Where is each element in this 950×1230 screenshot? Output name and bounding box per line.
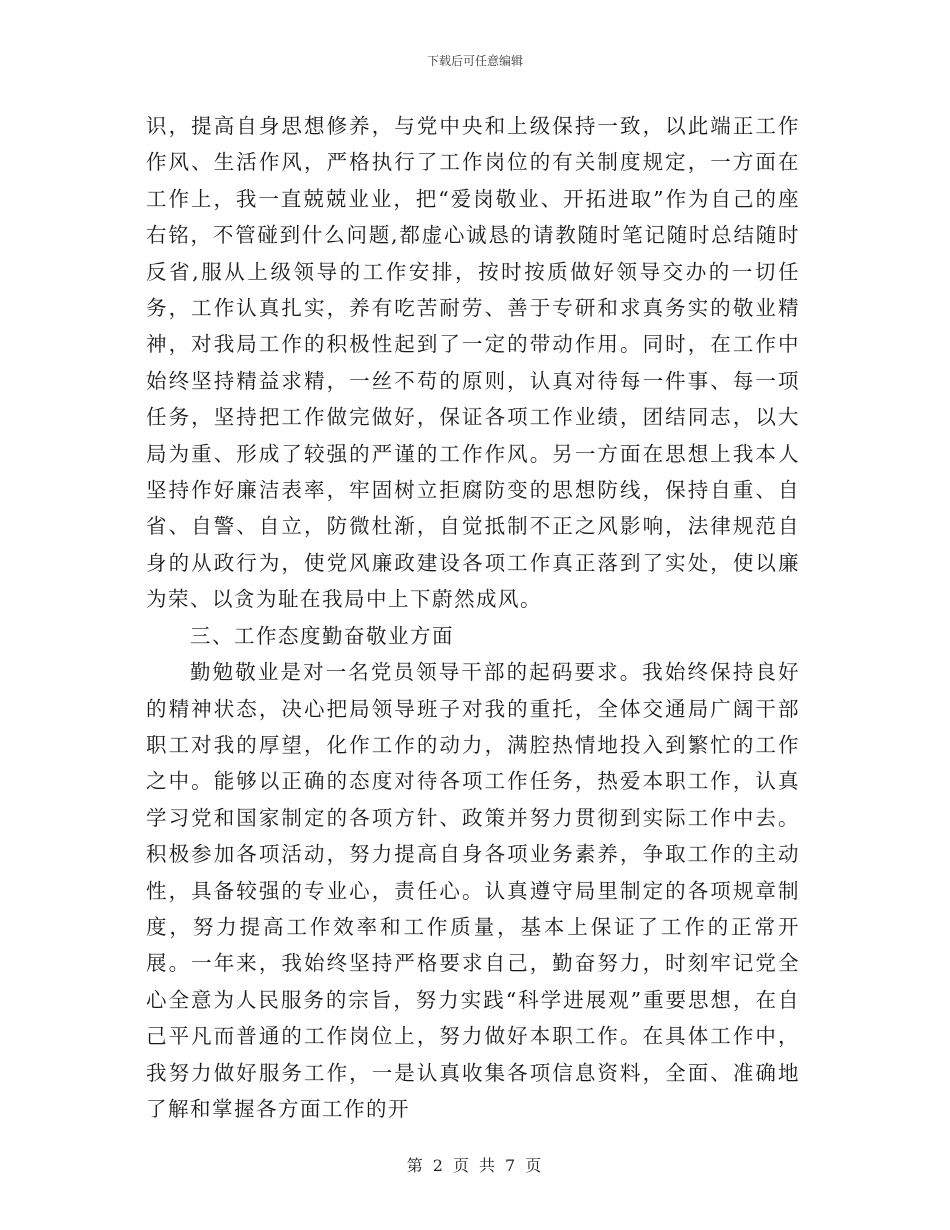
footer-gong: 共 [479,1156,498,1175]
footer-ye2: 页 [525,1156,544,1175]
total-page-count: 7 [505,1156,518,1175]
page-footer [0,1153,950,1176]
footer-ye: 页 [452,1156,471,1175]
footer-di: 第 [406,1156,425,1175]
current-page-number: 2 [432,1156,445,1175]
paragraph-continuation: 识，提高自身思想修养，与党中央和上级保持一致，以此端正工作作风、生活作风，严格执行了工作岗位的有关制度规定，一方面在工作上，我一直兢兢业业，把“爱岗敬业、开拓进取”作为自己的座右铭，不管碰到什么问题,都虚心诚恳的请教随时笔记随时总结随时反省,服从上级领导的工作安排，按时按质做好领导交办的一切任务，工作认真扎实，养有吃苦耐劳、善于专研和求真务实的敬业精神，对我局工作的积极性起到了一定的带动作用。同时，在工作中始终坚持精益求精，一丝不苟的原则，认真对待每一件事、每一项任务，坚持把工作做完做好，保证各项工作业绩，团结同志，以大局为重、形成了较强的严谨的工作作风。另一方面在思想上我本人坚持作好廉洁表率，牢固树立拒腐防变的思想防线，保持自重、自省、自警、自立，防微杜渐，自觉抵制不正之风影响，法律规范自身的从政行为，使党风廉政建设各项工作真正落到了实处，使以廉为荣、以贪为耻在我局中上下蔚然成风。 [146,114,800,612]
document-body [146,108,800,1127]
section-heading: 三、工作态度勤奋敬业方面 [190,623,454,648]
page-header: 下载后可任意编辑 [426,54,523,68]
paragraph: 勤勉敬业是对一名党员领导干部的起码要求。我始终保持良好的精神状态，决心把局领导班子对我的重托，全体交通局广阔干部职工对我的厚望，化作工作的动力，满腔热情地投入到繁忙的工作之中。能够以正确的态度对待各项工作任务，热爱本职工作，认真学习党和国家制定的各项方针、政策并努力贯彻到实际工作中去。积极参加各项活动，努力提高自身各项业务素养，争取工作的主动性，具备较强的专业心，责任心。认真遵守局里制定的各项规章制度，努力提高工作效率和工作质量，基本上保证了工作的正常开展。一年来，我始终坚持严格要求自己，勤奋努力，时刻牢记党全心全意为人民服务的宗旨，努力实践“科学进展观”重要思想，在自己平凡而普通的工作岗位上，努力做好本职工作。在具体工作中，我努力做好服务工作，一是认真收集各项信息资料，全面、准确地了解和掌握各方面工作的开 [146,660,800,1121]
